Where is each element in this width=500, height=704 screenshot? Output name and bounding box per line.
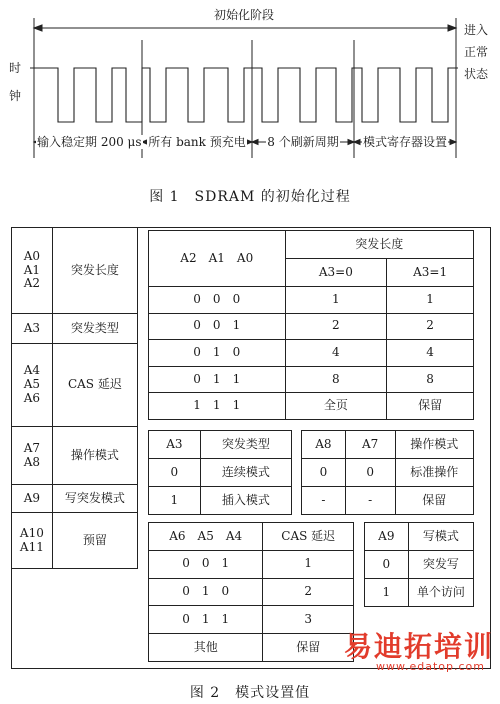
bt-bit: 0	[149, 459, 201, 487]
bl-a3-1: 4	[387, 340, 474, 367]
bl-header-title: 突发长度	[285, 231, 473, 259]
cas-value: 2	[263, 578, 354, 606]
bl-header-bits: A2 A1 A0	[149, 231, 286, 287]
clock-waveform	[30, 68, 458, 122]
om-a8: 0	[302, 459, 346, 487]
bt-bit: 1	[149, 487, 201, 515]
wm-mode: 突发写	[408, 551, 473, 579]
bl-a3-0: 8	[285, 366, 387, 393]
cas-value: 3	[263, 606, 354, 634]
bt-header-a3: A3	[149, 431, 201, 459]
reg-field-write-burst: 写突发模式	[52, 485, 137, 513]
watermark-logo: 易迪拓培训	[344, 630, 495, 663]
om-header-a7: A7	[345, 431, 395, 459]
bl-a3-0: 2	[285, 313, 387, 340]
bl-bits: 0 0 0	[149, 287, 286, 314]
wm-bit: 0	[365, 551, 409, 579]
cas-latency-table	[148, 522, 354, 662]
cas-value: 保留	[263, 634, 354, 662]
reg-bits-cell: A7 A8	[12, 427, 53, 485]
segment-label-2: 所有 bank 预充电	[148, 135, 246, 149]
bl-a3-1: 8	[387, 366, 474, 393]
bl-bits: 0 0 1	[149, 313, 286, 340]
op-mode-table	[301, 430, 474, 515]
wm-header-mode: 写模式	[408, 523, 473, 551]
register-map-table	[11, 227, 138, 569]
burst-type-table	[148, 430, 292, 515]
cas-value: 1	[263, 550, 354, 578]
end-label-3: 状态	[464, 67, 489, 81]
om-mode: 保留	[395, 487, 473, 515]
bl-bits: 0 1 0	[149, 340, 286, 367]
cas-header-latency: CAS 延迟	[263, 523, 354, 551]
segment-label-3: 8 个刷新周期	[267, 135, 339, 149]
clock-label-2: 钟	[9, 89, 22, 103]
bl-a3-1: 2	[387, 313, 474, 340]
om-header-mode: 操作模式	[395, 431, 473, 459]
end-label-1: 进入	[464, 23, 489, 37]
cas-bits: 其他	[149, 634, 263, 662]
phase-arrow	[34, 25, 456, 31]
segment-label-1: 输入稳定期 200 μs	[37, 135, 142, 149]
bt-mode: 连续模式	[200, 459, 291, 487]
bl-a3-1: 1	[387, 287, 474, 314]
end-label-2: 正常	[464, 45, 489, 59]
figure-1-caption: 图 1 SDRAM 的初始化过程	[149, 189, 351, 205]
burst-length-table	[148, 230, 474, 420]
reg-field-burst-length: 突发长度	[52, 228, 137, 314]
bt-mode: 插入模式	[200, 487, 291, 515]
timing-diagram	[0, 0, 500, 185]
cas-bits: 0 1 1	[149, 606, 263, 634]
reg-bits-cell: A9	[12, 485, 53, 513]
reg-bits-cell: A3	[12, 314, 53, 344]
bl-sub-a3-0: A3=0	[285, 259, 387, 287]
reg-bits-cell: A0 A1 A2	[12, 228, 53, 314]
om-header-a8: A8	[302, 431, 346, 459]
figure-2-caption: 图 2 模式设置值	[189, 685, 311, 701]
bl-a3-0: 4	[285, 340, 387, 367]
cas-header-bits: A6 A5 A4	[149, 523, 263, 551]
om-a7: -	[345, 487, 395, 515]
bl-sub-a3-1: A3=1	[387, 259, 474, 287]
wm-bit: 1	[365, 579, 409, 607]
bt-header-type: 突发类型	[200, 431, 291, 459]
bl-bits: 1 1 1	[149, 393, 286, 420]
reg-field-cas-latency: CAS 延迟	[52, 344, 137, 427]
reg-bits-cell: A10 A11	[12, 513, 53, 569]
om-a7: 0	[345, 459, 395, 487]
bl-bits: 0 1 1	[149, 366, 286, 393]
reg-bits-cell: A4 A5 A6	[12, 344, 53, 427]
cas-bits: 0 1 0	[149, 578, 263, 606]
wm-header-a9: A9	[365, 523, 409, 551]
segment-label-4: 模式寄存器设置	[362, 135, 447, 149]
write-mode-table	[364, 522, 474, 607]
bl-a3-1: 保留	[387, 393, 474, 420]
bl-a3-0: 1	[285, 287, 387, 314]
reg-field-reserved: 预留	[52, 513, 137, 569]
om-mode: 标准操作	[395, 459, 473, 487]
om-a8: -	[302, 487, 346, 515]
clock-label-1: 时	[9, 61, 22, 75]
cas-bits: 0 0 1	[149, 550, 263, 578]
reg-field-op-mode: 操作模式	[52, 427, 137, 485]
wm-mode: 单个访问	[408, 579, 473, 607]
reg-field-burst-type: 突发类型	[52, 314, 137, 344]
watermark-url: www.edatop.com	[376, 660, 485, 673]
phase-label: 初始化阶段	[214, 8, 275, 22]
bl-a3-0: 全页	[285, 393, 387, 420]
